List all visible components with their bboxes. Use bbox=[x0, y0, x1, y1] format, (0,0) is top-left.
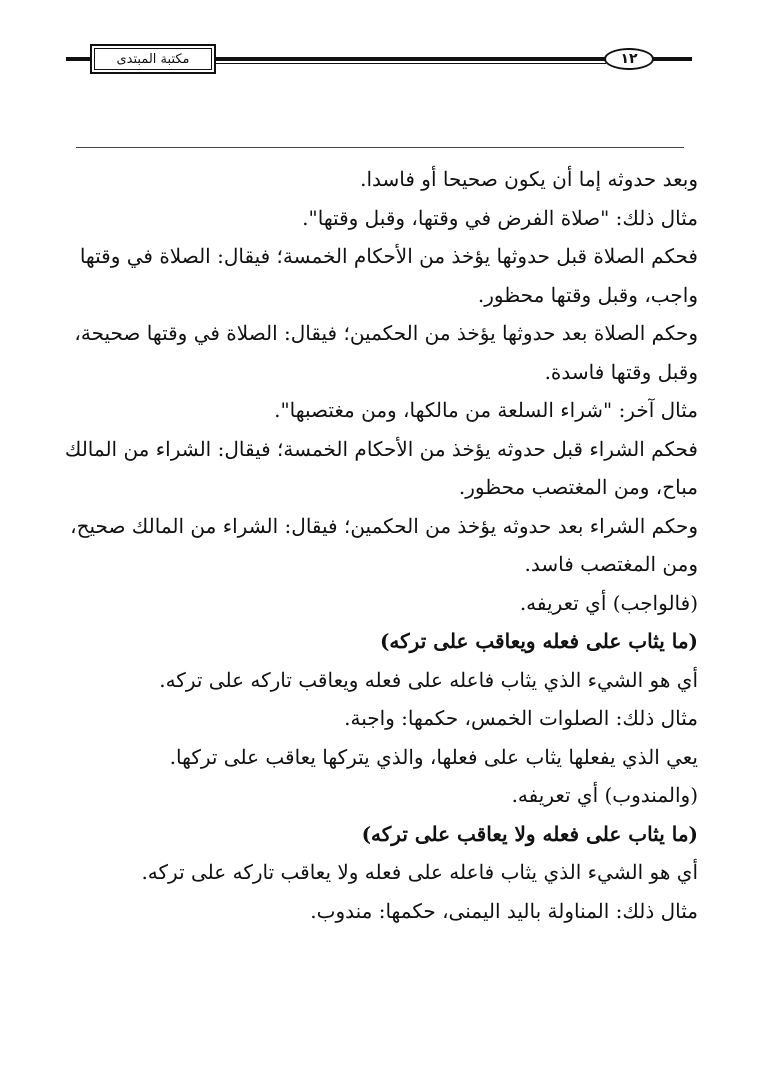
text-line: وحكم الصلاة بعد حدوثها يؤخذ من الحكمين؛ فيقال: الصلاة في وقتها صحيحة، bbox=[74, 321, 698, 345]
text-line: مثال آخر: "شراء السلعة من مالكها، ومن مغتصبها". bbox=[274, 398, 698, 422]
text-line: مباح، ومن المغتصب محظور. bbox=[458, 475, 698, 499]
text-line: مثال ذلك: الصلوات الخمس، حكمها: واجبة. bbox=[344, 706, 698, 730]
text-line: مثال ذلك: المناولة باليد اليمنى، حكمها: مندوب. bbox=[310, 898, 698, 923]
text-line: فحكم الصلاة قبل حدوثها يؤخذ من الأحكام الخمسة؛ فيقال: الصلاة في وقتها bbox=[79, 244, 698, 268]
text-line: فحكم الشراء قبل حدوثه يؤخذ من الأحكام الخمسة؛ فيقال: الشراء من المالك bbox=[64, 436, 698, 461]
text-line: أي هو الشيء الذي يثاب فاعله على فعله ويعاقب تاركه على تركه. bbox=[159, 667, 698, 692]
page-number: ١٢ bbox=[604, 48, 654, 70]
header-rule-middle-thin bbox=[214, 63, 606, 64]
text-line: (فالواجب) أي تعريفه. bbox=[519, 590, 698, 615]
text-line: وحكم الشراء بعد حدوثه يؤخذ من الحكمين؛ فيقال: الشراء من المالك صحيح، bbox=[70, 513, 698, 538]
separator-line bbox=[76, 147, 684, 148]
heading-line: (ما يثاب على فعله ويعاقب على تركه) bbox=[379, 629, 698, 653]
book-title: مكتبة المبتدى bbox=[116, 51, 190, 67]
header-rule-middle bbox=[214, 57, 606, 61]
text-line: (والمندوب) أي تعريفه. bbox=[511, 783, 698, 807]
text-line: وبعد حدوثه إما أن يكون صحيحا أو فاسدا. bbox=[360, 167, 698, 191]
text-line: واجب، وقبل وقتها محظور. bbox=[477, 282, 698, 307]
page-body bbox=[64, 160, 698, 930]
text-line: أي هو الشيء الذي يثاب فاعله على فعله ولا يعاقب تاركه على تركه. bbox=[141, 860, 698, 884]
text-line: وقبل وقتها فاسدة. bbox=[544, 359, 698, 384]
heading-line: (ما يثاب على فعله ولا يعاقب على تركه) bbox=[361, 821, 698, 846]
page-header bbox=[0, 0, 758, 90]
text-line: ومن المغتصب فاسد. bbox=[524, 552, 698, 576]
header-rule-right bbox=[652, 57, 692, 61]
text-line: مثال ذلك: "صلاة الفرض في وقتها، وقبل وقتها". bbox=[302, 205, 698, 230]
header-rule-left bbox=[66, 57, 92, 61]
text-line: يعي الذي يفعلها يثاب على فعلها، والذي يتركها يعاقب على تركها. bbox=[169, 744, 698, 769]
